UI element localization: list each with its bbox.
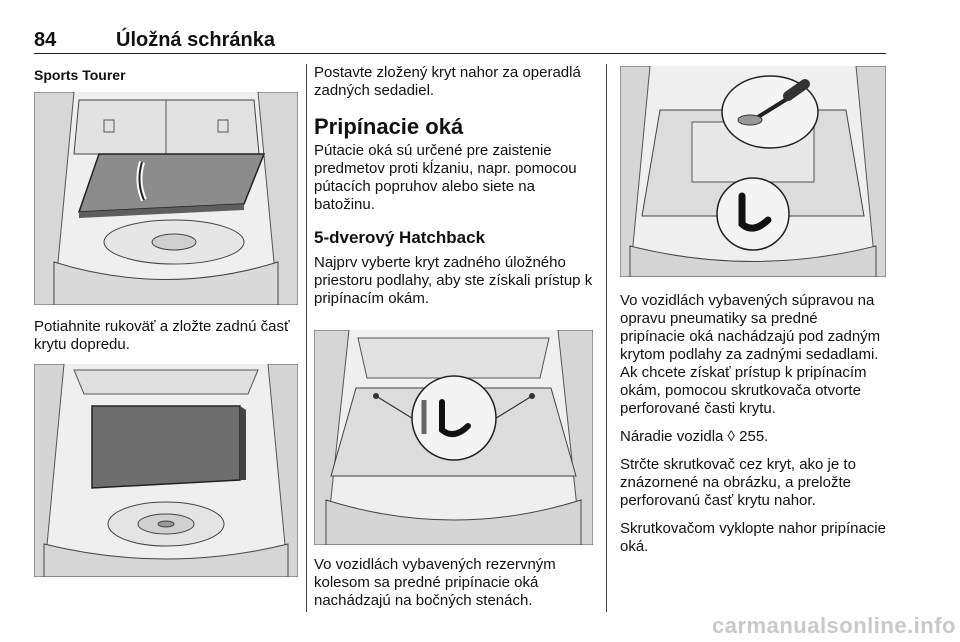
subsection-title-hatchback: 5-dverový Hatchback (314, 228, 486, 247)
column-2-lower (314, 556, 593, 610)
figure-hatchback-lashing-eyes (314, 330, 593, 545)
column-1 (34, 64, 300, 84)
paragraph-insert-screwdriver: Strčte skrutkovač cez kryt, ako je to znázornené na obrázku, a preložte perforovanú časť krytu nahor. (620, 456, 856, 509)
column-3 (620, 292, 886, 556)
watermark: carmanualsonline.info (712, 613, 956, 638)
paragraph-lever-eyes: Skrutkovačom vyklopte nahor pripínacie oká. (620, 520, 886, 555)
paragraph-eyes-purpose: Pútacie oká sú určené pre zaistenie predmetov proti kĺzaniu, napr. pomocou pútacích popruhov alebo siete na batožinu. (314, 142, 577, 213)
column-2 (314, 64, 593, 308)
page-title: Úložná schránka (116, 29, 275, 51)
paragraph-upright-cover: Postavte zložený kryt nahor za operadlá zadných sedadiel. (314, 64, 581, 99)
column-1-lower (34, 318, 300, 354)
section-title-eyes: Pripínacie oká (314, 114, 464, 139)
column-divider-2 (606, 64, 607, 612)
paragraph-fold-cover: Potiahnite rukoväť a zložte zadnú časť krytu dopredu. (34, 318, 290, 353)
figure-screwdriver-eyes (620, 66, 886, 277)
page-header (34, 28, 886, 56)
figure-cargo-cover-fold (34, 92, 298, 305)
paragraph-remove-cover: Najprv vyberte kryt zadného úložného priestoru podlahy, aby ste získali prístup k pripínacím okám. (314, 254, 593, 307)
paragraph-vehicle-tools: Náradie vozidla ◊ 255. (620, 428, 769, 445)
column-divider-1 (306, 64, 307, 612)
paragraph-repair-kit: Vo vozidlách vybavených súpravou na opravu pneumatiky sa predné pripínacie oká nachádzajú pod zadným krytom podlahy za zadnými sedadlami. Ak chcete získať prístup k pripínacím okám, pomocou skrutkovača otvorte perforované časti krytu. (620, 292, 881, 417)
paragraph-spare-wheel: Vo vozidlách vybavených rezervným kolesom sa predné pripínacie oká nachádzajú na bočných stenách. (314, 556, 556, 609)
header-divider (34, 53, 886, 54)
figure-cargo-cover-upright (34, 364, 298, 577)
page-number: 84 (34, 29, 57, 51)
heading-sports-tourer: Sports Tourer (34, 67, 126, 83)
